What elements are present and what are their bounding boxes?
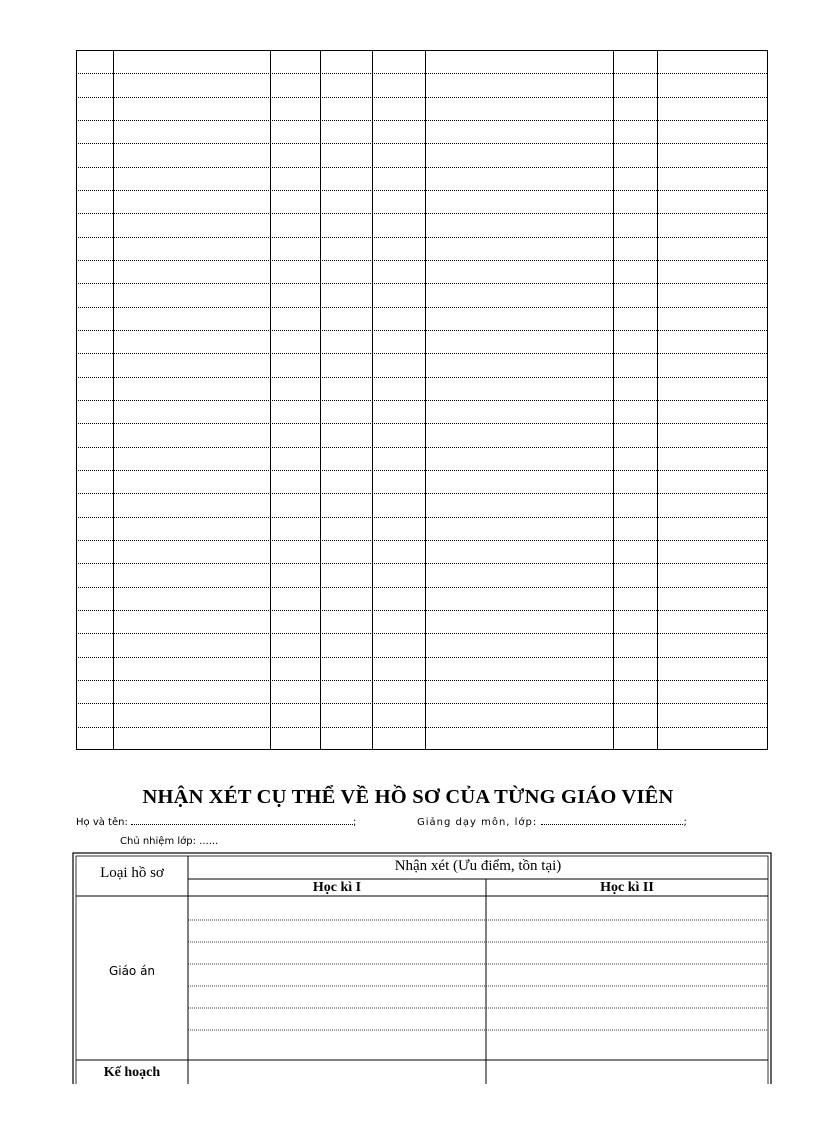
header-semester-2: Học kì II: [600, 880, 654, 895]
header-type: Loại hồ sơ: [100, 865, 164, 881]
teacher-info-line: [76, 816, 768, 832]
homeroom-blank[interactable]: ......: [199, 836, 219, 847]
header-semester-1: Học kì I: [312, 880, 362, 895]
review-table: [72, 852, 772, 1084]
row-plan: Kế hoạch: [103, 1065, 161, 1080]
name-field[interactable]: [76, 816, 356, 828]
table-rows: [76, 51, 768, 750]
name-blank[interactable]: [131, 816, 353, 825]
name-end: ;: [353, 817, 357, 828]
name-label: Họ và tên:: [76, 817, 131, 828]
header-comment: Nhận xét (Ưu điểm, tồn tại): [394, 858, 562, 874]
top-blank-table: [76, 50, 768, 750]
teaching-field[interactable]: [417, 816, 687, 828]
homeroom-field[interactable]: [120, 836, 218, 847]
teaching-label: Giảng dạy môn, lớp:: [417, 817, 542, 828]
row-lesson-plan: Giáo án: [108, 964, 156, 978]
page-title: NHẬN XÉT CỤ THỂ VỀ HỒ SƠ CỦA TỪNG GIÁO VIÊN: [142, 786, 674, 808]
teaching-end: ;: [683, 817, 687, 828]
teaching-blank[interactable]: [541, 816, 683, 825]
table-columns: [77, 50, 768, 750]
homeroom-label: Chủ nhiệm lớp:: [120, 836, 200, 847]
